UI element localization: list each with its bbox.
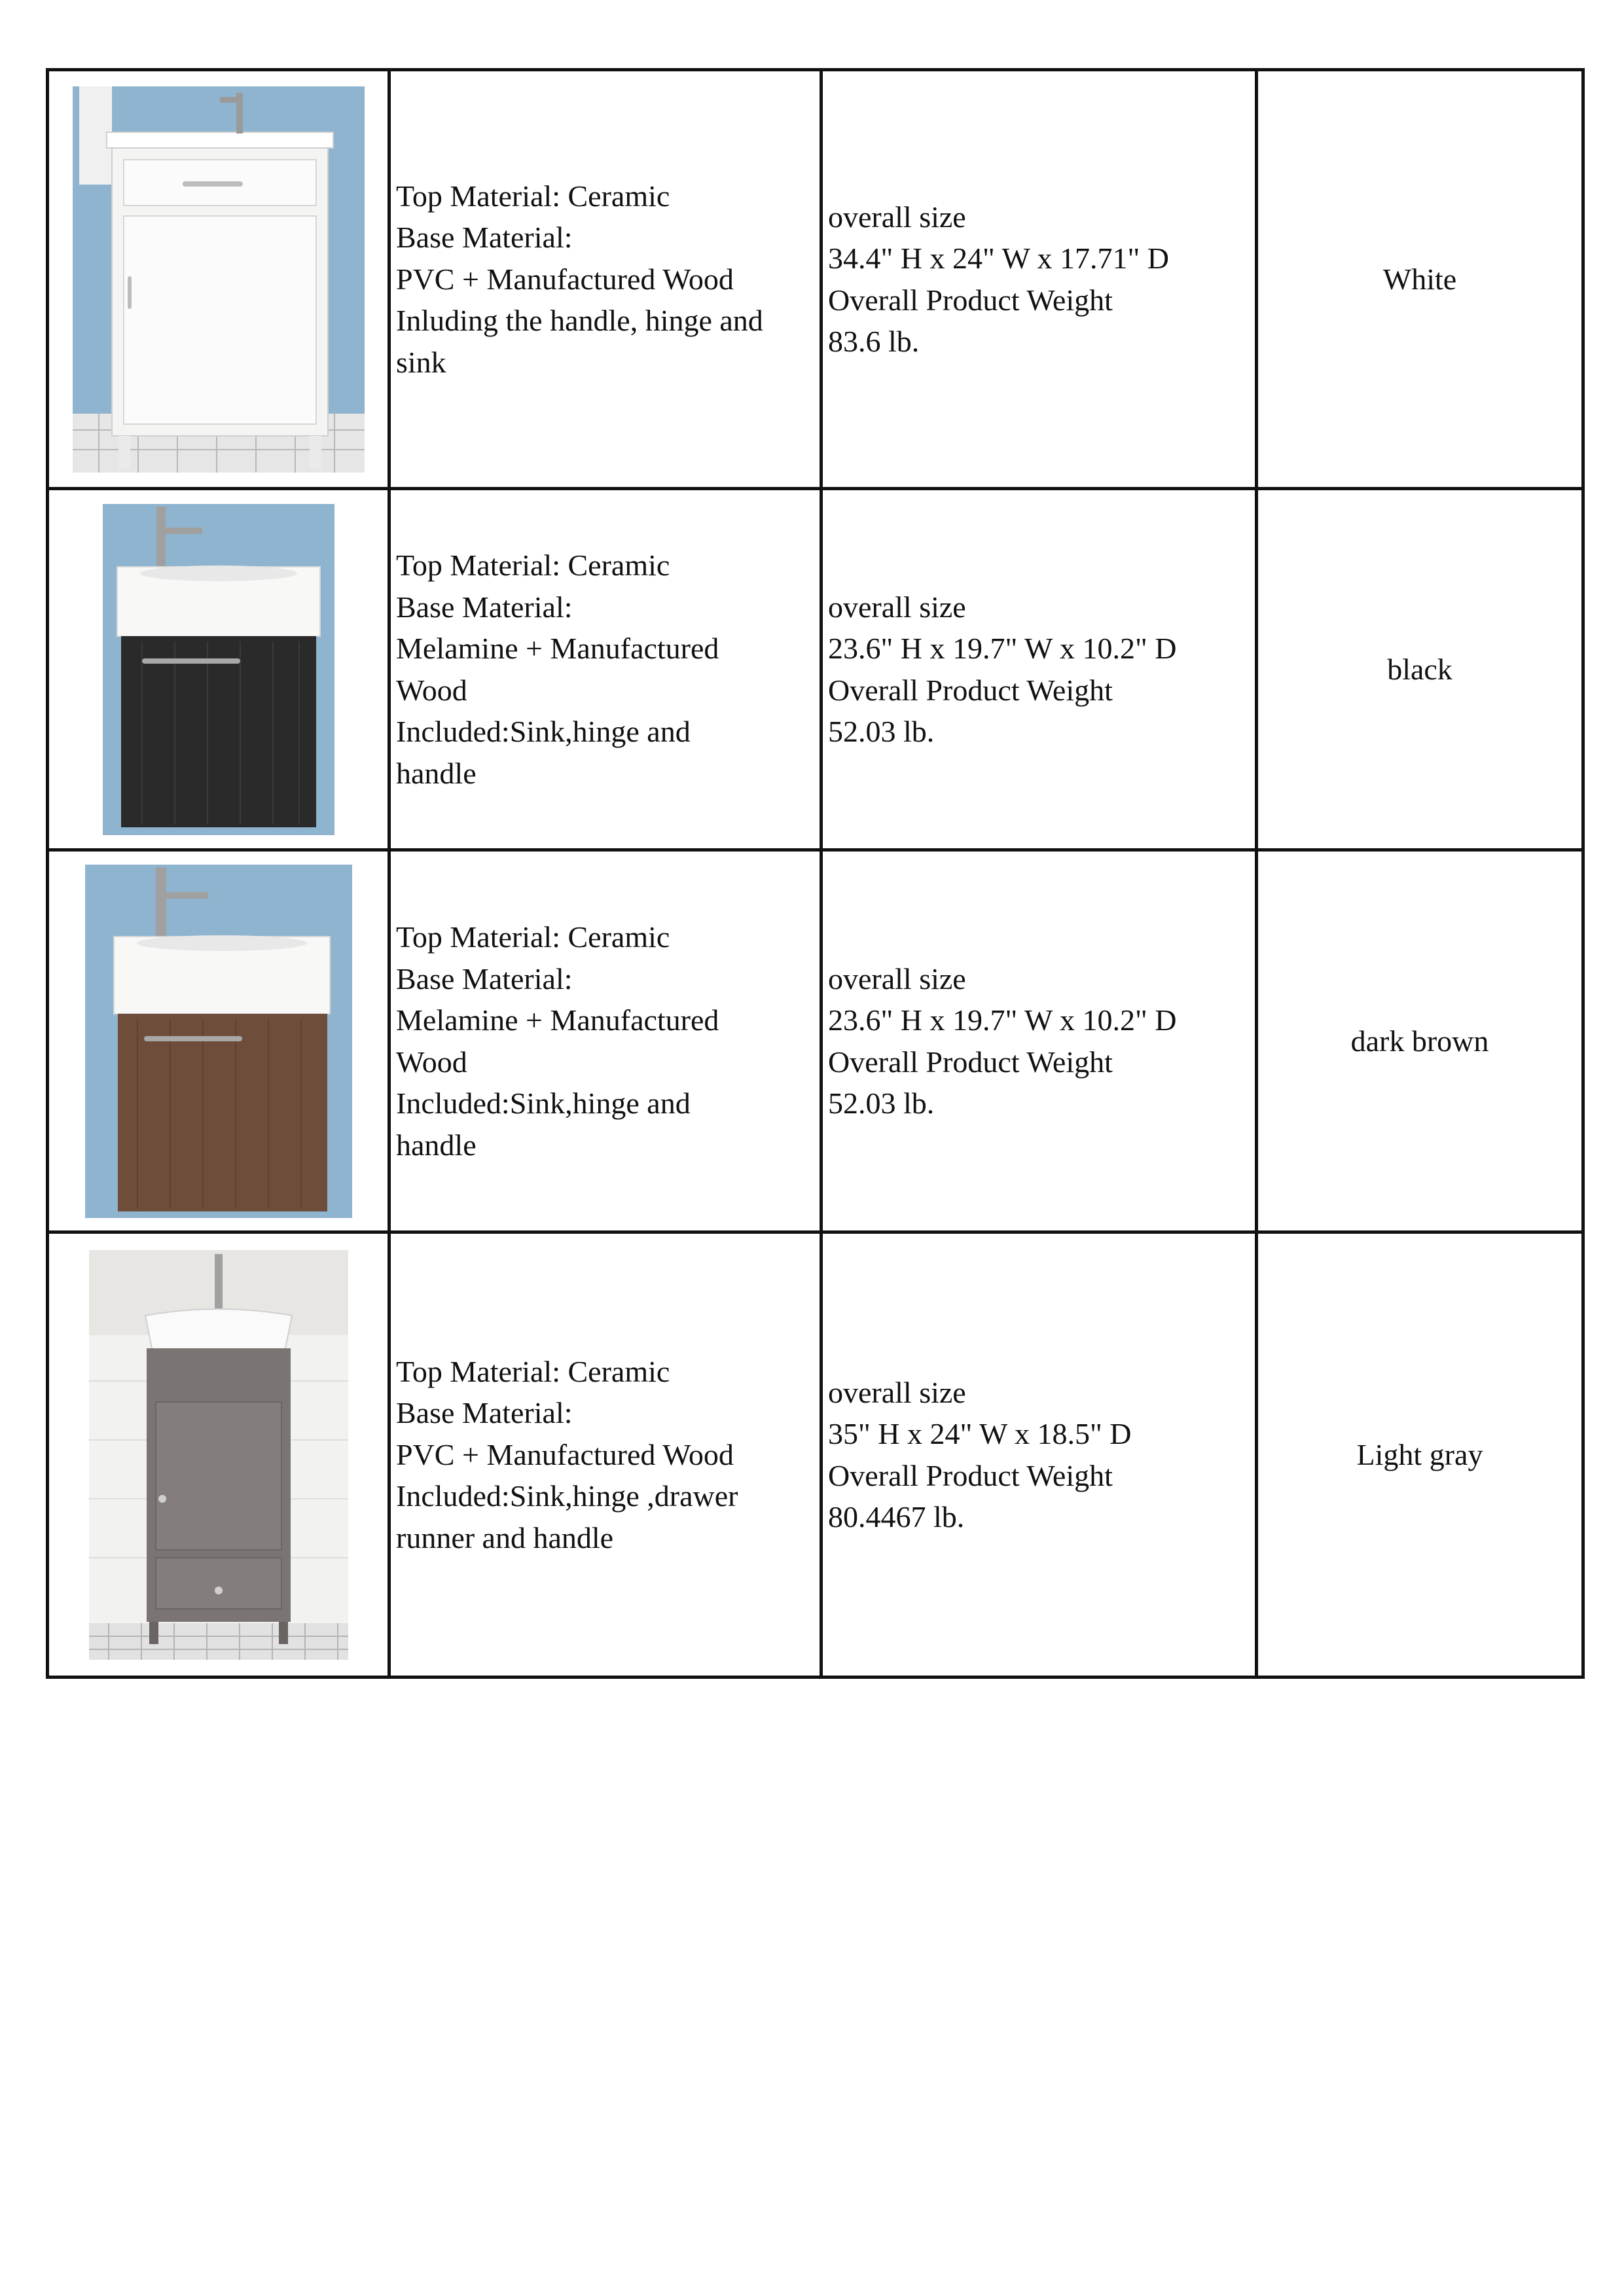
material-line: PVC + Manufactured Wood <box>396 1437 734 1471</box>
material-cell <box>389 1232 821 1677</box>
material-cell <box>389 70 821 489</box>
material-line: Base Material: <box>396 961 573 996</box>
material-line: Included:Sink,hinge ,drawer <box>396 1479 738 1513</box>
material-line: Top Material: Ceramic <box>396 179 670 213</box>
material-line: Melamine + Manufactured <box>396 632 719 665</box>
size-line: Overall Product Weight <box>828 1045 1113 1079</box>
size-line: overall size <box>828 1375 966 1409</box>
material-line: Base Material: <box>396 1396 573 1430</box>
product-image-cell <box>48 70 389 489</box>
size-line: 34.4" H x 24" W x 17.71" D <box>828 242 1170 275</box>
material-line: Base Material: <box>396 590 573 624</box>
black-vanity-image <box>103 504 334 835</box>
size-line: overall size <box>828 200 966 234</box>
material-cell <box>389 850 821 1232</box>
size-line: 23.6" H x 19.7" W x 10.2" D <box>828 632 1177 665</box>
product-image-cell <box>48 1232 389 1677</box>
material-line: handle <box>396 1128 477 1162</box>
size-weight-cell <box>821 70 1257 489</box>
size-weight-cell <box>821 1232 1257 1677</box>
color-cell: White <box>1257 70 1583 489</box>
product-image-cell <box>48 489 389 850</box>
white-vanity-image <box>73 86 365 473</box>
color-cell: dark brown <box>1257 850 1583 1232</box>
color-cell: black <box>1257 489 1583 850</box>
size-line: 83.6 lb. <box>828 325 920 358</box>
size-weight-cell <box>821 489 1257 850</box>
size-line: overall size <box>828 590 966 624</box>
product-image-cell <box>48 850 389 1232</box>
material-line: Inluding the handle, hinge and <box>396 304 763 338</box>
color-cell: Light gray <box>1257 1232 1583 1677</box>
material-line: Melamine + Manufactured <box>396 1003 719 1037</box>
material-line: Wood <box>396 1045 467 1079</box>
size-line: Overall Product Weight <box>828 673 1113 707</box>
material-cell <box>389 489 821 850</box>
material-line: runner and handle <box>396 1520 614 1554</box>
size-line: Overall Product Weight <box>828 283 1113 317</box>
size-weight-cell <box>821 850 1257 1232</box>
light-gray-vanity-image <box>89 1250 348 1660</box>
material-line: PVC + Manufactured Wood <box>396 262 734 296</box>
material-line: Top Material: Ceramic <box>396 1354 670 1388</box>
material-line: handle <box>396 756 477 790</box>
size-line: 80.4467 lb. <box>828 1500 965 1534</box>
table-row <box>48 489 1583 850</box>
size-line: 52.03 lb. <box>828 715 935 748</box>
table-row <box>48 850 1583 1232</box>
table-row <box>48 1232 1583 1677</box>
size-line: Overall Product Weight <box>828 1458 1113 1492</box>
material-line: Top Material: Ceramic <box>396 548 670 582</box>
material-line: Wood <box>396 673 467 707</box>
material-line: Included:Sink,hinge and <box>396 715 691 748</box>
size-line: 52.03 lb. <box>828 1086 935 1120</box>
table-row <box>48 70 1583 489</box>
size-line: 23.6" H x 19.7" W x 10.2" D <box>828 1003 1177 1037</box>
material-line: Included:Sink,hinge and <box>396 1086 691 1120</box>
material-line: sink <box>396 345 446 379</box>
size-line: 35" H x 24" W x 18.5" D <box>828 1417 1132 1450</box>
size-line: overall size <box>828 961 966 996</box>
dark-brown-vanity-image <box>85 865 352 1218</box>
material-line: Top Material: Ceramic <box>396 920 670 954</box>
product-spec-table <box>46 68 1585 1679</box>
material-line: Base Material: <box>396 221 573 255</box>
